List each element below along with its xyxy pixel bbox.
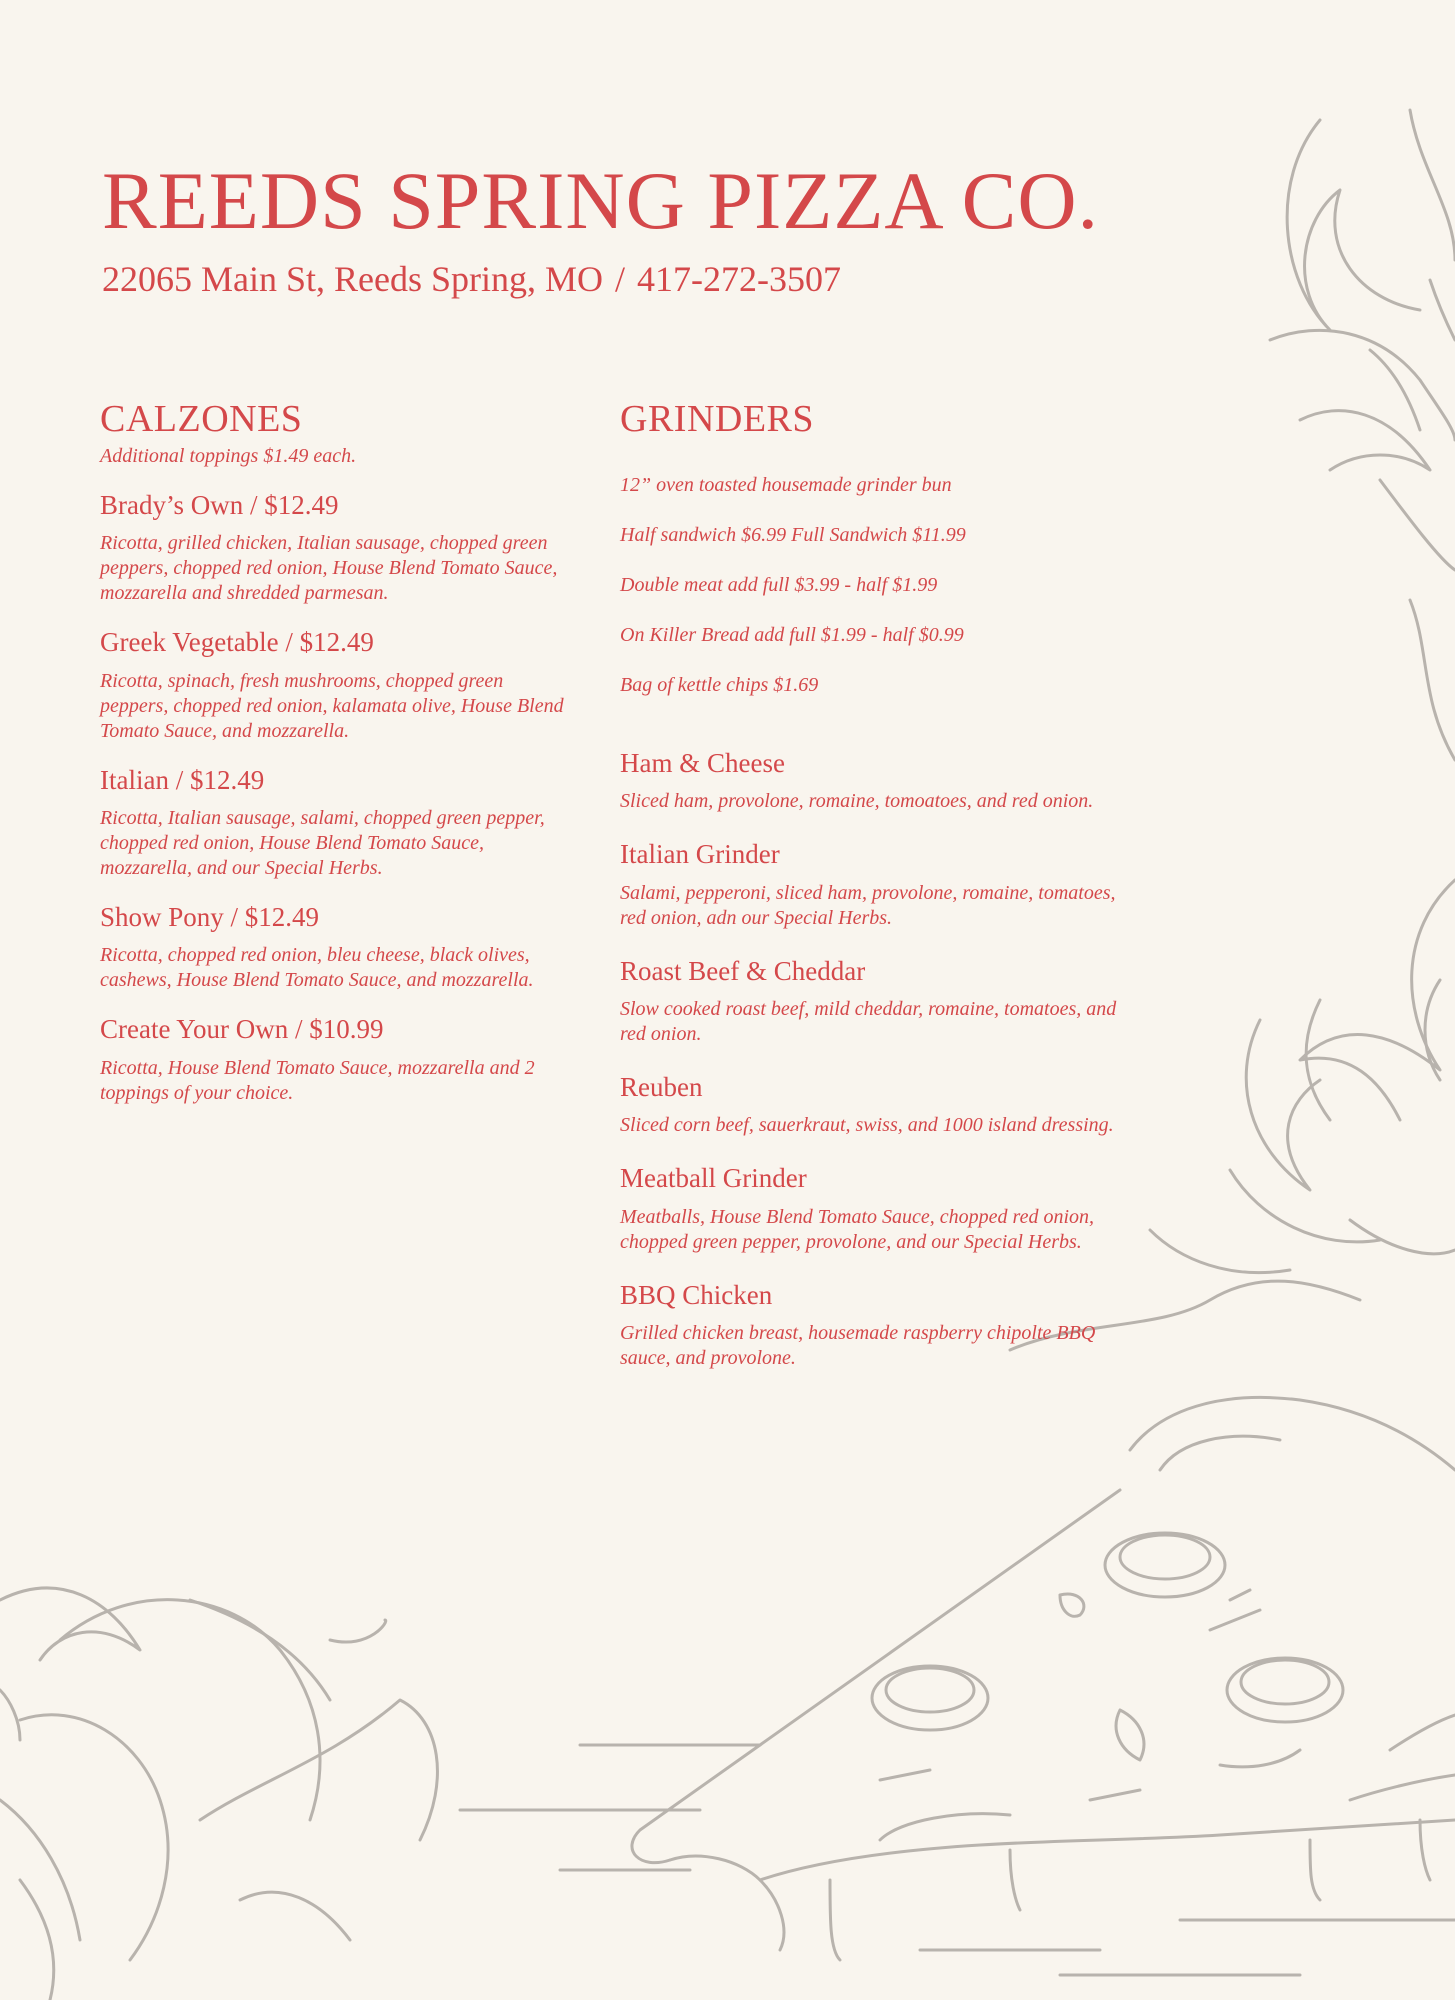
restaurant-name: REEDS SPRING PIZZA CO. [102, 155, 1100, 246]
grinders-note-line: Half sandwich $6.99 Full Sandwich $11.99 [620, 523, 966, 546]
menu-item-name: BBQ Chicken [620, 1279, 773, 1310]
leaf-ornament-top-right-icon [1270, 110, 1455, 760]
address-text: 22065 Main St, Reeds Spring, MO [102, 259, 604, 299]
menu-item-name: Roast Beef & Cheddar [620, 955, 866, 986]
menu-item-name: Create Your Own / $10.99 [100, 1014, 384, 1045]
menu-item-description: Ricotta, Italian sausage, salami, chopped green pepper, chopped red onion, House Blend Tomato Sauce, mozzarella, and our Special Herbs. [100, 807, 545, 880]
menu-item-description: Ricotta, grilled chicken, Italian sausage, chopped green peppers, chopped red onion, House Blend Tomato Sauce, mozzarella and shredded parmesan. [100, 532, 558, 605]
menu-item-name: Reuben [620, 1072, 703, 1103]
menu-item [100, 489, 570, 606]
menu-item-description: Ricotta, House Blend Tomato Sauce, mozzarella and 2 toppings of your choice. [100, 1056, 535, 1104]
calzones-section [100, 400, 570, 1106]
grinders-note-line: Double meat add full $3.99 - half $1.99 [620, 573, 938, 596]
menu-item-description: Ricotta, spinach, fresh mushrooms, chopped green peppers, chopped red onion, kalamata olive, House Blend Tomato Sauce, and mozzarella. [100, 669, 564, 742]
grinders-note-line: 12” oven toasted housemade grinder bun [620, 473, 952, 496]
pizza-slice-icon [632, 1397, 1455, 1960]
menu-item [620, 1162, 1120, 1254]
menu-item-description: Salami, pepperoni, sliced ham, provolone, romaine, tomatoes, red onion, adn our Special Herbs. [620, 881, 1116, 929]
menu-item-name: Meatball Grinder [620, 1163, 807, 1194]
separator: / [615, 259, 626, 299]
menu-item [100, 1013, 570, 1105]
calzones-note: Additional toppings $1.49 each. [100, 444, 357, 467]
menu-item [620, 1071, 1120, 1138]
menu-item-name: Ham & Cheese [620, 747, 785, 778]
menu-item-description: Sliced corn beef, sauerkraut, swiss, and 1000 island dressing. [620, 1114, 1114, 1137]
grinders-note-line: Bag of kettle chips $1.69 [620, 673, 819, 696]
menu-item-description: Grilled chicken breast, housemade raspberry chipolte BBQ sauce, and provolone. [620, 1322, 1096, 1370]
menu-item [100, 901, 570, 993]
menu-item-name: Brady’s Own / $12.49 [100, 489, 339, 520]
menu-item [620, 1279, 1120, 1371]
menu-item [100, 764, 570, 881]
menu-item-description: Meatballs, House Blend Tomato Sauce, chopped red onion, chopped green pepper, provolone, and our Special Herbs. [620, 1205, 1095, 1253]
menu-item [620, 955, 1120, 1047]
menu-item-description: Sliced ham, provolone, romaine, tomoatoes, and red onion. [620, 790, 1094, 813]
grinders-note-line: On Killer Bread add full $1.99 - half $0.99 [620, 623, 964, 646]
menu-item-name: Show Pony / $12.49 [100, 902, 320, 933]
menu-item [100, 626, 570, 743]
menu-item-name: Greek Vegetable / $12.49 [100, 627, 374, 658]
phone-number: 417-272-3507 [637, 259, 842, 299]
menu-item-description: Ricotta, chopped red onion, bleu cheese, black olives, cashews, House Blend Tomato Sauce, and mozzarella. [100, 944, 534, 992]
section-title-calzones: CALZONES [100, 398, 303, 440]
section-title-grinders: GRINDERS [620, 398, 815, 440]
table-lines-icon [460, 1745, 1455, 1975]
menu-item-description: Slow cooked roast beef, mild cheddar, romaine, tomatoes, and red onion. [620, 998, 1117, 1046]
menu-item [620, 838, 1120, 930]
menu-header [102, 155, 1100, 300]
grinders-section [620, 400, 1120, 1371]
leaf-ornament-bottom-left-icon [0, 1588, 437, 2000]
menu-item-name: Italian Grinder [620, 839, 780, 870]
contact-line [102, 258, 1099, 300]
grinders-notes [620, 448, 1120, 723]
menu-item [620, 747, 1120, 814]
menu-item-name: Italian / $12.49 [100, 764, 265, 795]
